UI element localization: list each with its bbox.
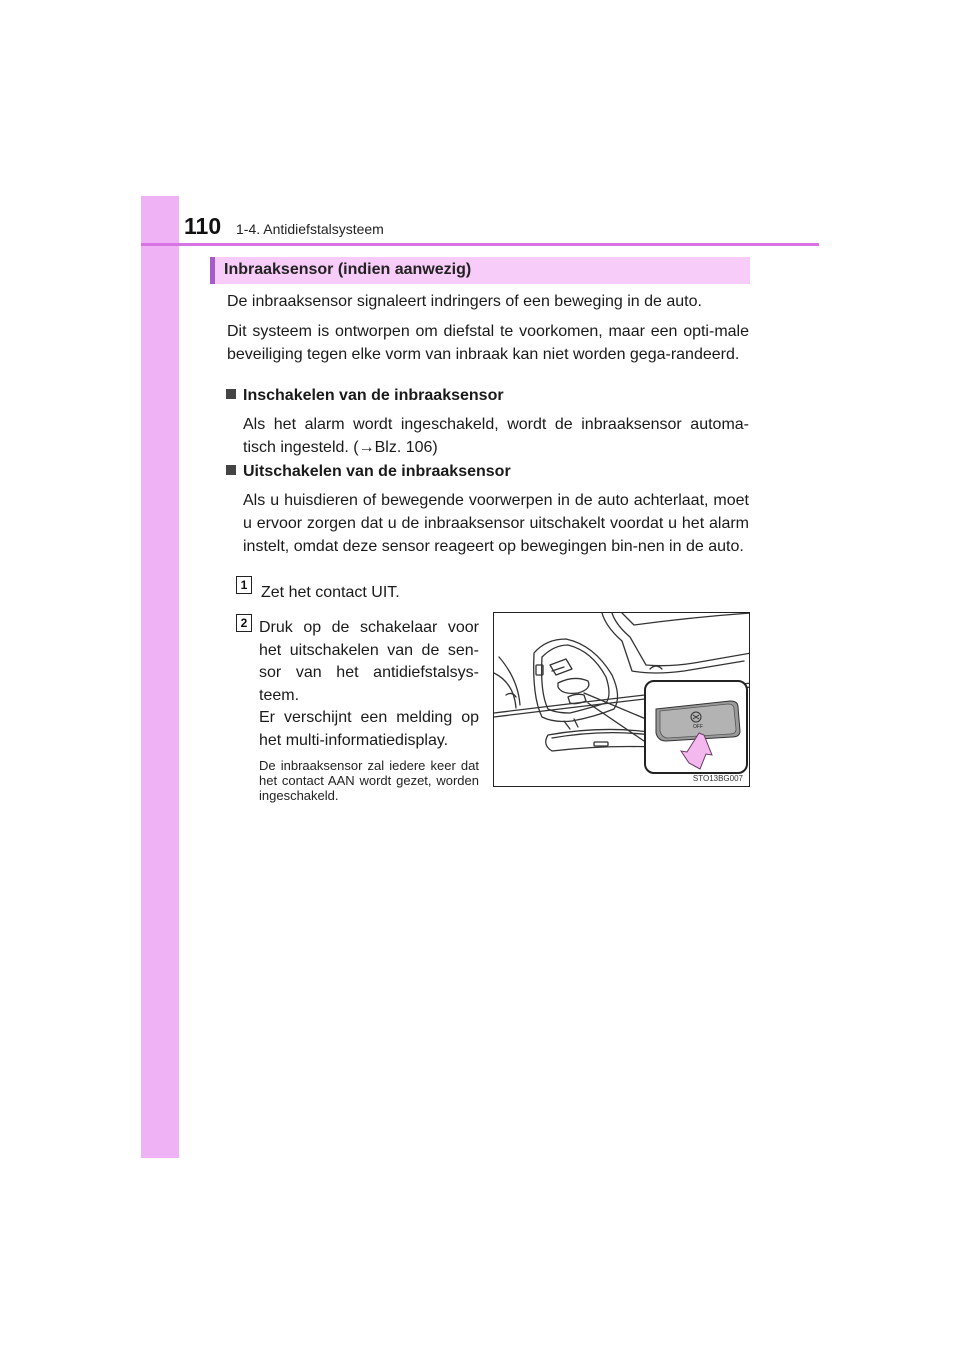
square-bullet-icon: [226, 389, 236, 399]
overhead-console-illustration: [493, 612, 750, 787]
section-heading-accent: [210, 257, 215, 284]
step-number-2: 2: [236, 614, 252, 632]
chapter-sidebar-tab: [141, 196, 179, 1158]
note-text: De inbraaksensor zal iedere keer dat het contact AAN wordt gezet, worden ingeschakeld.: [259, 758, 479, 803]
step-1-text: Zet het contact UIT.: [261, 584, 400, 601]
square-bullet-icon: [226, 465, 236, 475]
bullet-text-enable: Als het alarm wordt ingeschakeld, wordt de inbraaksensor automa-tisch ingesteld. (→Blz. 106): [243, 416, 749, 456]
header-divider: [141, 243, 819, 246]
intro-paragraph-2: Dit systeem is ontworpen om diefstal te voorkomen, maar een opti-male beveiliging tegen elke vorm van inbraak kan niet worden gega-randeerd.: [227, 323, 749, 363]
intro-paragraph-1: De inbraaksensor signaleert indringers of een beweging in de auto.: [227, 293, 702, 310]
page-number: 110: [184, 213, 222, 239]
figure-code: STO13BG007: [692, 774, 743, 783]
bullet-heading-enable-text: Inschakelen van de inbraaksensor: [243, 387, 504, 404]
step-number-1: 1: [236, 576, 252, 594]
step-2-text: Druk op de schakelaar voor het uitschakelen van de sen-sor van het antidiefstalsys-teem.: [259, 619, 479, 704]
off-button-label: OFF: [693, 724, 703, 730]
step-2-message-text: Er verschijnt een melding op het multi-informatiedisplay.: [259, 709, 479, 749]
section-title: Inbraaksensor (indien aanwezig): [224, 261, 472, 278]
overhead-console-drawing: [494, 613, 750, 787]
chapter-title: 1-4. Antidiefstalsysteem: [236, 221, 384, 237]
section-heading-bar: [210, 257, 750, 284]
bullet-heading-disable: [226, 463, 511, 481]
bullet-heading-disable-text: Uitschakelen van de inbraaksensor: [243, 463, 511, 480]
bullet-heading-enable: [226, 387, 504, 405]
bullet-text-disable: Als u huisdieren of bewegende voorwerpen in de auto achterlaat, moet u ervoor zorgen dat u de inbraaksensor uitschakelt voordat u het alarm instelt, omdat deze sensor reageert op bewegingen bin-nen in de auto.: [243, 492, 749, 555]
